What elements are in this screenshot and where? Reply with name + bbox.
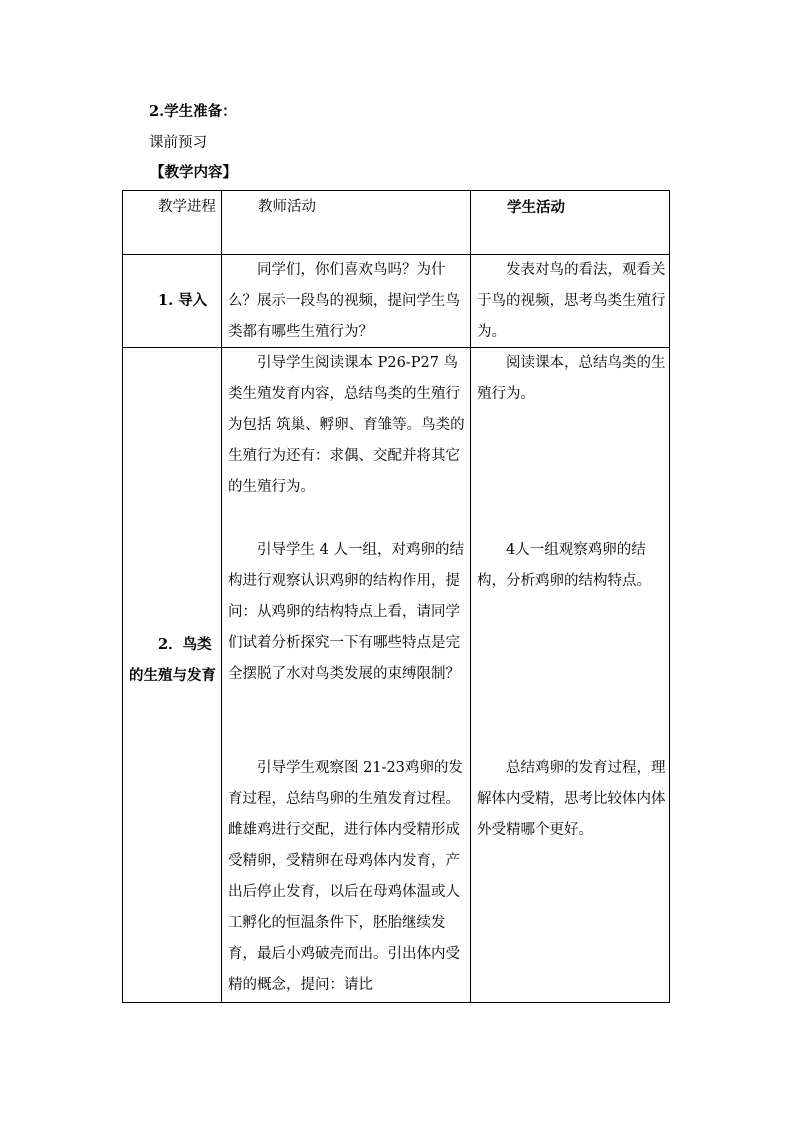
row2-teacher-para-2 [228, 535, 468, 690]
row1-stage: 1. 导入 [158, 292, 208, 309]
row2-teacher-text-1: 引导学生阅读课本 P26-P27 鸟类生殖发育内容，总结鸟类的生殖行为包括 筑巢、孵卵、育雏等。鸟类的生殖行为还有：求偶、交配并将其它的生殖行为。 [228, 355, 465, 495]
row2-student-text-3: 总结鸡卵的发育过程，理解体内受精，思考比较体内体外受精哪个更好。 [477, 760, 666, 838]
table-divider-col2 [470, 190, 471, 1003]
row2-student-text-2: 4人一组观察鸡卵的结构，分析鸡卵的结构特点。 [477, 542, 651, 589]
row1-student-para: 发表对鸟的看法，观看关于鸟的视频，思考鸟类生殖行为。 [477, 262, 666, 340]
row2-teacher-para-3 [228, 753, 468, 1001]
row2-student-para-2 [477, 535, 667, 597]
header-stage: 教学进程 [158, 199, 216, 215]
row1-teacher [228, 255, 468, 348]
row2-teacher-text-3: 引导学生观察图 21-23鸡卵的发育过程，总结鸟卵的生殖发育过程。雌雄鸡进行交配，进行体内受精形成受精卵，受精卵在母鸡体内发育，产出后停止发育，以后在母鸡体温或人工孵化的恒温条件下，胚胎继续发育，最后小鸡破壳而出。引出体内受精的概念，提问：请比 [228, 760, 463, 993]
teaching-content-heading: 【教学内容】 [150, 164, 237, 181]
row2-stage: 2．鸟类的生殖与发育 [129, 636, 216, 684]
header-teacher: 教师活动 [258, 199, 316, 215]
table-border-right [669, 190, 670, 1003]
row2-student-para-3 [477, 753, 667, 846]
header-student: 学生活动 [507, 199, 565, 216]
student-prep-content: 课前预习 [149, 135, 207, 151]
table-border-bottom [122, 1002, 670, 1003]
row2-teacher-text-2: 引导学生 4 人一组，对鸡卵的结构进行观察认识鸡卵的结构作用，提问：从鸡卵的结构特点上看，请同学们试着分析探究一下有哪些特点是完全摆脱了水对鸟类发展的束缚限制？ [228, 542, 464, 682]
row1-student [477, 255, 667, 348]
table-border-left [122, 190, 123, 1003]
student-prep-heading: 2.学生准备： [149, 103, 237, 120]
row2-teacher-para-1 [228, 348, 468, 503]
row1-teacher-para: 同学们，你们喜欢鸟吗？为什么？展示一段鸟的视频，提问学生鸟类都有哪些生殖行为？ [228, 262, 460, 340]
row2-student-text-1: 阅读课本，总结鸟类的生殖行为。 [477, 355, 666, 402]
table-divider-col1 [221, 190, 222, 1003]
row2-student-para-1 [477, 348, 667, 410]
table-border-top [122, 190, 670, 191]
